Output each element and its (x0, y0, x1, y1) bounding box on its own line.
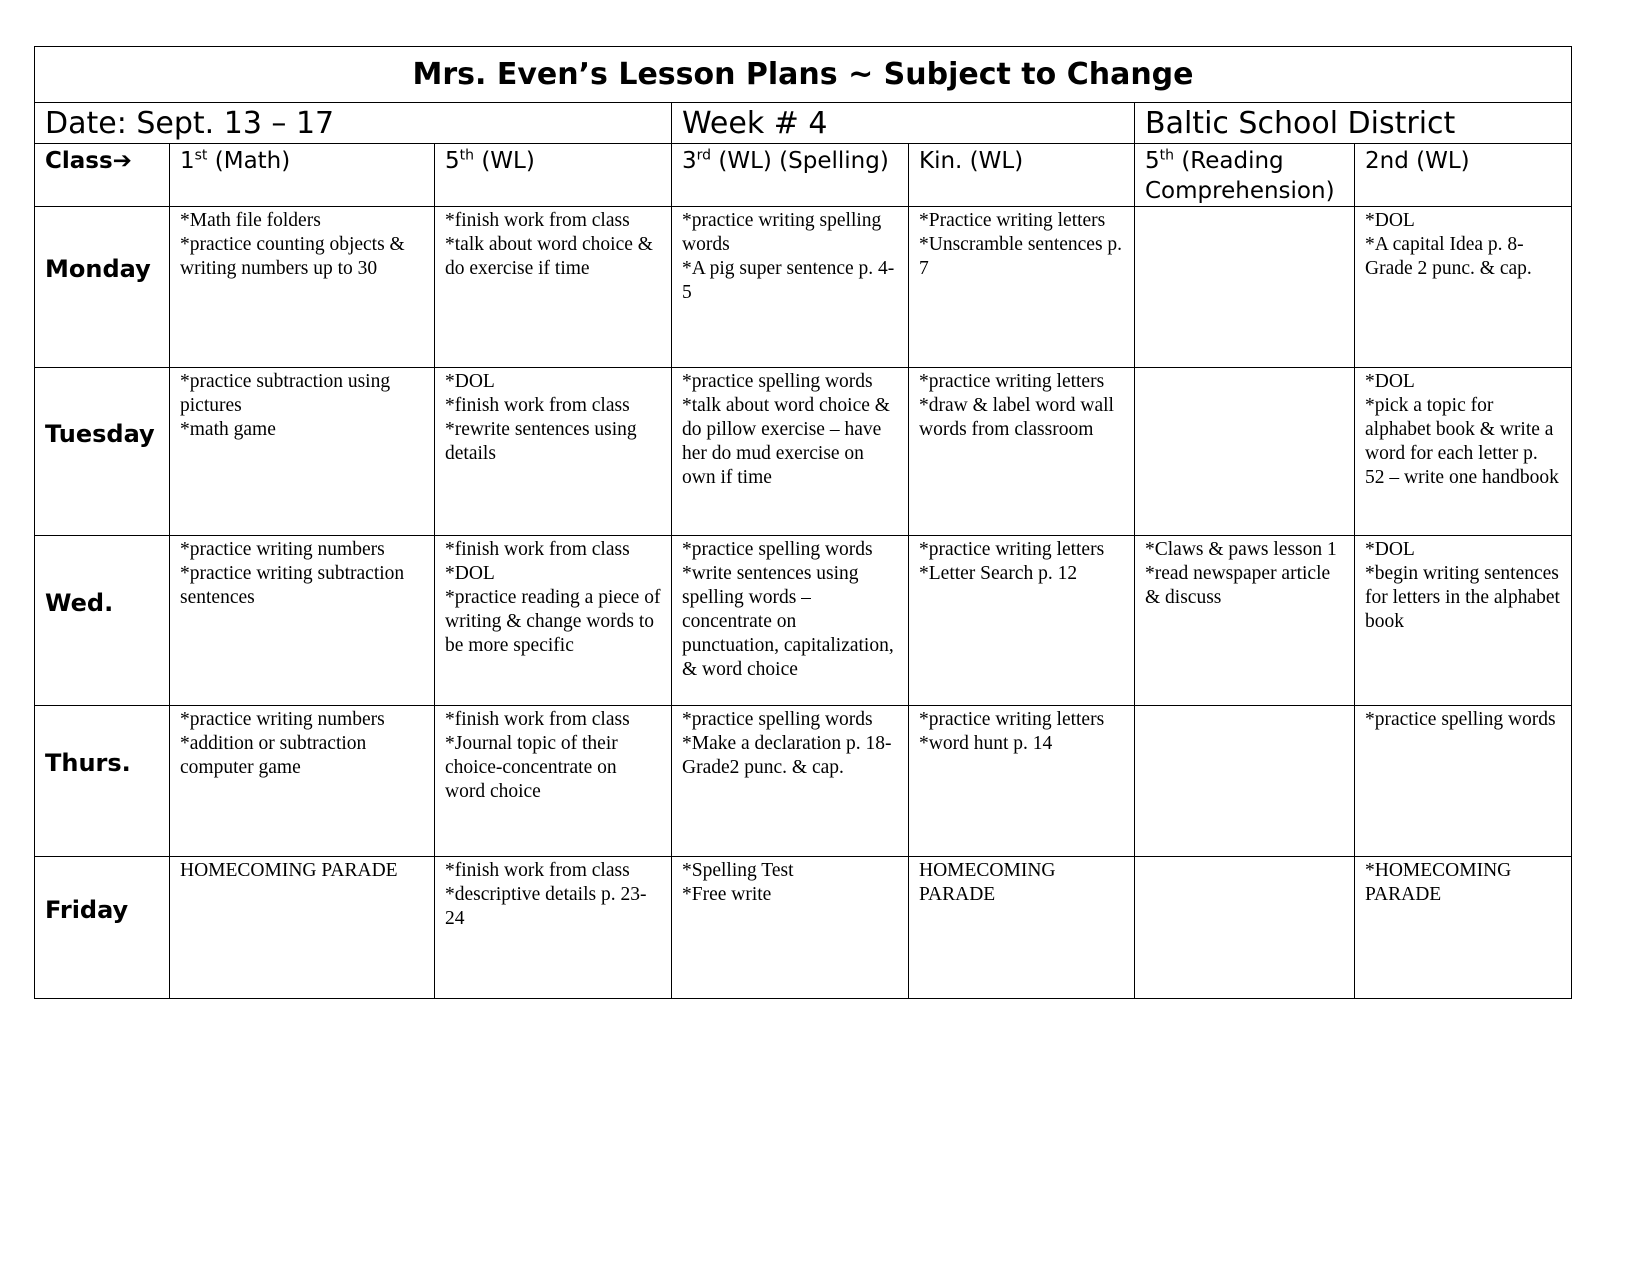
lesson-item: *talk about word choice & do exercise if time (445, 234, 653, 279)
column-header (909, 144, 1135, 207)
page-title: Mrs. Even’s Lesson Plans ~ Subject to Change (35, 47, 1572, 103)
column-header-ordinal: st (194, 147, 208, 164)
lesson-item: *Letter Search p. 12 (919, 563, 1078, 584)
lesson-cell (1135, 207, 1355, 368)
lesson-item: *HOMECOMING PARADE (1365, 860, 1512, 905)
lesson-item: *practice writing numbers (180, 709, 385, 730)
day-label (35, 207, 170, 368)
column-header-text: 1 (180, 148, 195, 174)
day-label-text: Thurs. (45, 749, 131, 777)
column-header-subject: (WL) (Spelling) (711, 148, 889, 174)
lesson-item: *practice spelling words (682, 539, 873, 560)
lesson-item: *finish work from class (445, 860, 630, 881)
day-label-text: Monday (45, 255, 151, 283)
lesson-item: *practice reading a piece of writing & change words to be more specific (445, 587, 661, 656)
lesson-item: *word hunt p. 14 (919, 733, 1053, 754)
lesson-cell (1355, 536, 1572, 706)
lesson-item: *finish work from class (445, 539, 630, 560)
district-cell: Baltic School District (1135, 103, 1572, 144)
right-arrow-icon: ➔ (112, 148, 132, 174)
lesson-item: *DOL (445, 371, 495, 392)
lesson-cell (909, 536, 1135, 706)
column-header-subject: (Reading Comprehension) (1145, 148, 1335, 204)
column-header-ordinal: th (459, 147, 475, 164)
lesson-item: *pick a topic for alphabet book & write a word for each letter p. 52 – write one handbook (1365, 395, 1559, 488)
lesson-item: *Make a declaration p. 18-Grade2 punc. & cap. (682, 733, 892, 778)
day-label (35, 368, 170, 536)
lesson-item: *DOL (1365, 210, 1415, 231)
lesson-item: *math game (180, 419, 276, 440)
lesson-cell (1135, 706, 1355, 857)
lesson-item: *practice writing letters (919, 709, 1105, 730)
lesson-item: *Math file folders (180, 210, 321, 231)
column-header-text: 5 (1145, 148, 1160, 174)
lesson-item: *Journal topic of their choice-concentrate on word choice (445, 733, 618, 802)
week-cell: Week # 4 (672, 103, 1135, 144)
day-label (35, 706, 170, 857)
lesson-cell (672, 368, 909, 536)
lesson-item: *Spelling Test (682, 860, 794, 881)
lesson-cell (170, 536, 435, 706)
lesson-cell (1355, 368, 1572, 536)
lesson-item: *A pig super sentence p. 4-5 (682, 258, 895, 303)
day-row (35, 536, 1572, 706)
lesson-cell (909, 368, 1135, 536)
lesson-cell (435, 857, 672, 999)
lesson-item: *practice writing subtraction sentences (180, 563, 405, 608)
column-header-row (35, 144, 1572, 207)
lesson-item: *practice spelling words (682, 709, 873, 730)
lesson-plan-sheet (34, 46, 1571, 999)
lesson-cell (909, 706, 1135, 857)
column-header (435, 144, 672, 207)
lesson-cell (672, 706, 909, 857)
lesson-item: *Practice writing letters (919, 210, 1106, 231)
lesson-item: *read newspaper article & discuss (1145, 563, 1331, 608)
lesson-item: *DOL (1365, 539, 1415, 560)
lesson-item: *practice spelling words (1365, 709, 1556, 730)
class-label-text: Class (45, 148, 113, 174)
lesson-cell (1135, 536, 1355, 706)
day-label-text: Tuesday (45, 419, 155, 448)
day-label-text: Wed. (45, 588, 114, 617)
day-label-text: Friday (45, 895, 129, 924)
column-header-subject: (WL) (474, 148, 535, 174)
lesson-cell (1355, 706, 1572, 857)
column-header-ordinal: rd (696, 147, 712, 164)
lesson-item: *DOL (445, 563, 495, 584)
column-header (672, 144, 909, 207)
column-header-text: 3 (682, 148, 697, 174)
lesson-item: *addition or subtraction computer game (180, 733, 367, 778)
class-label (35, 144, 170, 207)
column-header-text: 2nd (WL) (1365, 148, 1470, 174)
lesson-item: *Claws & paws lesson 1 (1145, 539, 1337, 560)
day-row (35, 706, 1572, 857)
lesson-item: *practice writing numbers (180, 539, 385, 560)
lesson-item: *Unscramble sentences p. 7 (919, 234, 1123, 279)
lesson-cell (435, 706, 672, 857)
lesson-cell (672, 536, 909, 706)
lesson-cell (909, 857, 1135, 999)
column-header (170, 144, 435, 207)
column-header-text: Kin. (WL) (919, 148, 1024, 174)
lesson-item: *finish work from class (445, 210, 630, 231)
lesson-item: *practice spelling words (682, 371, 873, 392)
lesson-cell (170, 368, 435, 536)
info-row (35, 103, 1572, 144)
lesson-item: *draw & label word wall words from classroom (919, 395, 1114, 440)
lesson-item: *practice writing spelling words (682, 210, 882, 255)
title-row (35, 47, 1572, 103)
lesson-item: *DOL (1365, 371, 1415, 392)
lesson-item: *begin writing sentences for letters in the alphabet book (1365, 563, 1560, 632)
lesson-cell (1135, 368, 1355, 536)
lesson-plan-table (34, 46, 1572, 999)
lesson-item: *practice subtraction using pictures (180, 371, 391, 416)
lesson-item: *rewrite sentences using details (445, 419, 637, 464)
day-row (35, 857, 1572, 999)
lesson-item: *descriptive details p. 23-24 (445, 884, 647, 929)
day-row (35, 207, 1572, 368)
lesson-cell (672, 857, 909, 999)
lesson-item: HOMECOMING PARADE (180, 860, 398, 881)
lesson-cell (1355, 207, 1572, 368)
lesson-item: *finish work from class (445, 395, 630, 416)
lesson-item: *Free write (682, 884, 772, 905)
lesson-item: *practice counting objects & writing numbers up to 30 (180, 234, 405, 279)
lesson-item: *A capital Idea p. 8-Grade 2 punc. & cap. (1365, 234, 1532, 279)
lesson-item: *talk about word choice & do pillow exercise – have her do mud exercise on own if time (682, 395, 890, 488)
lesson-cell (170, 706, 435, 857)
lesson-cell (1355, 857, 1572, 999)
lesson-cell (909, 207, 1135, 368)
column-header-text: 5 (445, 148, 460, 174)
column-header-subject: (Math) (207, 148, 291, 174)
lesson-cell (435, 536, 672, 706)
lesson-item: *practice writing letters (919, 539, 1105, 560)
lesson-item: *finish work from class (445, 709, 630, 730)
lesson-cell (1135, 857, 1355, 999)
column-header (1355, 144, 1572, 207)
lesson-item: *practice writing letters (919, 371, 1105, 392)
day-label (35, 857, 170, 999)
lesson-cell (170, 857, 435, 999)
day-label (35, 536, 170, 706)
day-row (35, 368, 1572, 536)
column-header (1135, 144, 1355, 207)
lesson-item: *write sentences using spelling words – concentrate on punctuation, capitalization, & word choice (682, 563, 894, 680)
lesson-cell (435, 207, 672, 368)
column-header-ordinal: th (1159, 147, 1175, 164)
lesson-cell (170, 207, 435, 368)
lesson-cell (435, 368, 672, 536)
date-cell: Date: Sept. 13 – 17 (35, 103, 672, 144)
lesson-cell (672, 207, 909, 368)
lesson-item: HOMECOMING PARADE (919, 860, 1056, 905)
